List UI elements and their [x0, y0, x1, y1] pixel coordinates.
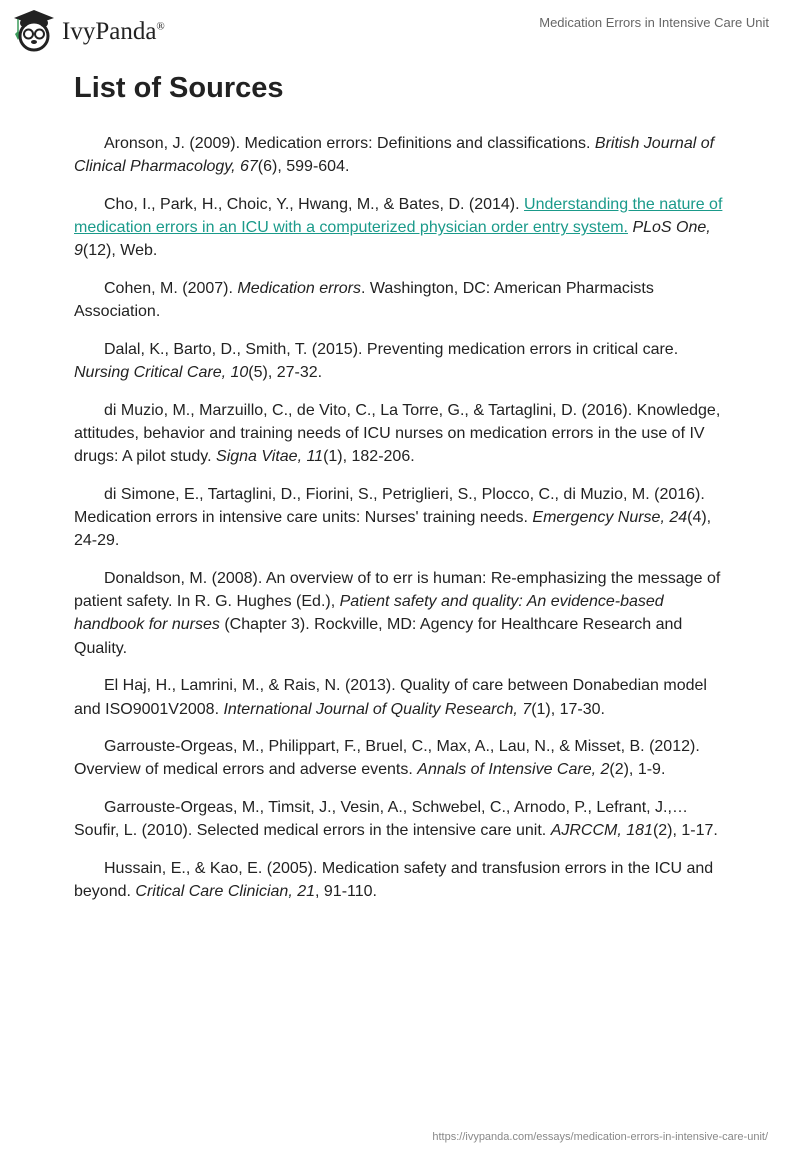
reference-item — [74, 796, 726, 842]
reference-source: Emergency Nurse, 24 — [532, 509, 688, 527]
reference-item — [74, 735, 726, 781]
reference-item — [74, 193, 726, 263]
reference-text: Cohen, M. (2007). — [104, 280, 238, 298]
reference-source: International Journal of Quality Research, 7 — [223, 700, 532, 718]
reference-text: . Washington, DC: American Pharmacists Association. — [74, 280, 654, 321]
reference-source: Nursing Critical Care, 10 — [74, 364, 249, 382]
reference-text: di Muzio, M., Marzuillo, C., de Vito, C., La Torre, G., & Tartaglini, D. (2016). Knowledge, attitudes, behavior and training needs of ICU nurses on medication errors in the use of IV drugs: A pilot study. — [74, 401, 721, 466]
reference-text: Aronson, J. (2009). Medication errors: Definitions and classifications. — [104, 135, 595, 152]
footer-url[interactable]: https://ivypanda.com/essays/medication-errors-in-intensive-care-unit/ — [432, 1131, 768, 1143]
reference-item — [74, 674, 726, 720]
reference-list — [74, 132, 726, 918]
reference-text: (Chapter 3). Rockville, MD: Agency for Healthcare Research and Quality. — [74, 616, 683, 657]
reference-text: Donaldson, M. (2008). An overview of to err is human: Re-emphasizing the message of patient safety. In R. G. Hughes (Ed.), — [74, 570, 721, 611]
reference-text: Garrouste-Orgeas, M., Philippart, F., Bruel, C., Max, A., Lau, N., & Misset, B. (2012). Overview of medical errors and adverse events. — [74, 738, 700, 779]
reference-source: Patient safety and quality: An evidence-based handbook for nurses — [74, 593, 664, 634]
reference-item — [74, 567, 726, 660]
page-header — [0, 0, 800, 60]
reference-text: (2), 1-17. — [652, 822, 718, 840]
ivypanda-logo[interactable] — [12, 8, 165, 52]
reference-source: Annals of Intensive Care, 2 — [417, 761, 610, 779]
reference-text: , 91-110. — [315, 883, 377, 901]
reference-link[interactable]: Understanding the nature of medication errors in an ICU with a computerized physician order entry system. — [74, 195, 723, 237]
reference-text: El Haj, H., Lamrini, M., & Rais, N. (2013). Quality of care between Donabedian model and ISO9001V2008. — [74, 677, 707, 718]
reference-source: British Journal of Clinical Pharmacology, 67 — [74, 135, 715, 176]
reference-item — [74, 857, 726, 903]
reference-item — [74, 338, 726, 384]
reference-source: Medication errors — [237, 280, 362, 298]
reference-text: Cho, I., Park, H., Choic, Y., Hwang, M., & Bates, D. (2014). — [104, 195, 525, 213]
reference-text: Dalal, K., Barto, D., Smith, T. (2015). Preventing medication errors in critical care. — [104, 340, 679, 358]
reference-text: Hussain, E., & Kao, E. (2005). Medication safety and transfusion errors in the ICU and beyond. — [74, 860, 714, 901]
reference-source: PLoS One, 9 — [74, 219, 711, 260]
reference-text: (6), 599-604. — [257, 158, 350, 176]
reference-source: Signa Vitae, 11 — [216, 448, 324, 466]
reference-text: (1), 182-206. — [323, 448, 415, 466]
reference-text: Garrouste-Orgeas, M., Timsit, J., Vesin, A., Schwebel, C., Arnodo, P., Lefrant, J.,… Soufir, L. (2010). Selected medical errors in the intensive care unit. — [74, 799, 688, 840]
reference-item — [74, 132, 726, 178]
reference-text: (12), Web. — [82, 242, 158, 260]
reference-source: Critical Care Clinician, 21 — [135, 883, 316, 901]
panda-logo-icon — [12, 8, 56, 52]
reference-item — [74, 277, 726, 323]
reference-item — [74, 399, 726, 469]
reference-text: (2), 1-9. — [609, 761, 666, 779]
logo-text: IvyPanda — [62, 18, 157, 45]
reference-text: di Simone, E., Tartaglini, D., Fiorini, S., Petriglieri, S., Plocco, C., di Muzio, M. (2016). Medication errors in intensive care units: Nurses' training needs. — [74, 485, 705, 527]
reference-text: (5), 27-32. — [248, 364, 323, 382]
registered-mark: ® — [156, 20, 165, 33]
reference-item — [74, 483, 726, 553]
reference-text: (1), 17-30. — [531, 700, 605, 718]
document-title: Medication Errors in Intensive Care Unit — [539, 15, 769, 30]
reference-source: AJRCCM, 181 — [550, 822, 653, 840]
page-title: List of Sources — [74, 72, 284, 104]
reference-text: (4), 24-29. — [74, 509, 712, 550]
